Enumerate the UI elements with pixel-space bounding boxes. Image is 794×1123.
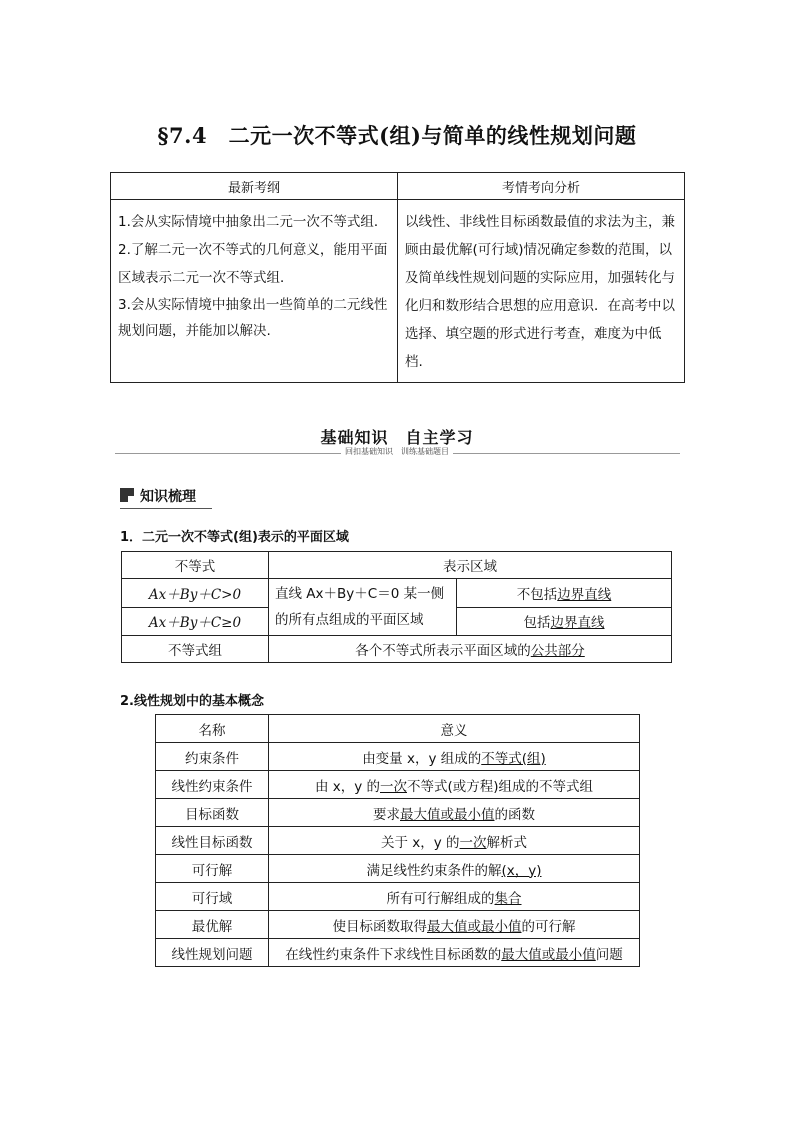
table-row: 目标函数 要求最大值或最小值的函数 bbox=[156, 799, 640, 827]
page-title: §7.4 二元一次不等式(组)与简单的线性规划问题 bbox=[157, 123, 637, 148]
t1-system-region: 各个不等式所表示平面区域的公共部分 bbox=[269, 636, 672, 663]
t1-ineq-nonstrict: Ax＋By＋C≥0 bbox=[122, 607, 269, 636]
knowledge-underline bbox=[120, 508, 212, 509]
t2-header-meaning: 意义 bbox=[269, 715, 640, 743]
t2-header-name: 名称 bbox=[156, 715, 269, 743]
exam-item-1: 1.会从实际情境中抽象出二元一次不等式组． bbox=[118, 214, 388, 230]
exam-item-2: 2.了解二元一次不等式的几何意义，能用平面区域表示二元一次不等式组． bbox=[118, 242, 388, 286]
intro-left-header: 最新考纲 bbox=[111, 173, 398, 200]
t1-region-include: 包括边界直线 bbox=[457, 607, 672, 636]
square-icon bbox=[120, 488, 134, 502]
exam-item-3: 3.会从实际情境中抽象出一些简单的二元线性规划问题，并能加以解决. bbox=[118, 297, 388, 339]
table-row: 约束条件 由变量 x，y 组成的不等式(组) bbox=[156, 743, 640, 771]
section-subtitle: 回扣基础知识 训练基础题目 bbox=[0, 446, 794, 457]
knowledge-tag bbox=[120, 486, 212, 508]
table-row: 线性约束条件 由 x，y 的一次不等式(或方程)组成的不等式组 bbox=[156, 771, 640, 799]
intro-table bbox=[110, 172, 685, 383]
table-row: 可行解 满足线性约束条件的解(x，y) bbox=[156, 855, 640, 883]
table-row: 线性目标函数 关于 x，y 的一次解析式 bbox=[156, 827, 640, 855]
heading-1: 1．二元一次不等式(组)表示的平面区域 bbox=[120, 530, 349, 545]
table-row: 可行域 所有可行解组成的集合 bbox=[156, 883, 640, 911]
region-table bbox=[121, 551, 672, 663]
t1-system-label: 不等式组 bbox=[122, 636, 269, 663]
intro-right-header: 考情考向分析 bbox=[398, 173, 685, 200]
t1-region-exclude: 不包括边界直线 bbox=[457, 579, 672, 608]
table-row: 最优解 使目标函数取得最大值或最小值的可行解 bbox=[156, 911, 640, 939]
t1-col1-header: 不等式 bbox=[122, 552, 269, 579]
knowledge-label: 知识梳理 bbox=[140, 489, 196, 505]
intro-left-cell bbox=[111, 200, 398, 383]
intro-right-cell bbox=[398, 200, 685, 383]
t1-ineq-strict: Ax＋By＋C>0 bbox=[122, 579, 269, 608]
table-row: 线性规划问题 在线性约束条件下求线性目标函数的最大值或最小值问题 bbox=[156, 939, 640, 967]
section-title: 基础知识 自主学习 bbox=[320, 428, 474, 447]
heading-2: 2.线性规划中的基本概念 bbox=[120, 694, 264, 709]
t1-col2-header: 表示区域 bbox=[269, 552, 672, 579]
analysis-text: 以线性、非线性目标函数最值的求法为主，兼顾由最优解(可行域)情况确定参数的范围，以及简单线性规划问题的实际应用，加强转化与化归和数形结合思想的应用意识．在高考中以选择、填空题的形式进行考查，难度为中低档. bbox=[405, 214, 675, 370]
t1-shared-region: 直线 Ax＋By＋C＝0 某一侧 的所有点组成的平面区域 bbox=[269, 579, 457, 636]
concepts-table bbox=[155, 714, 640, 967]
